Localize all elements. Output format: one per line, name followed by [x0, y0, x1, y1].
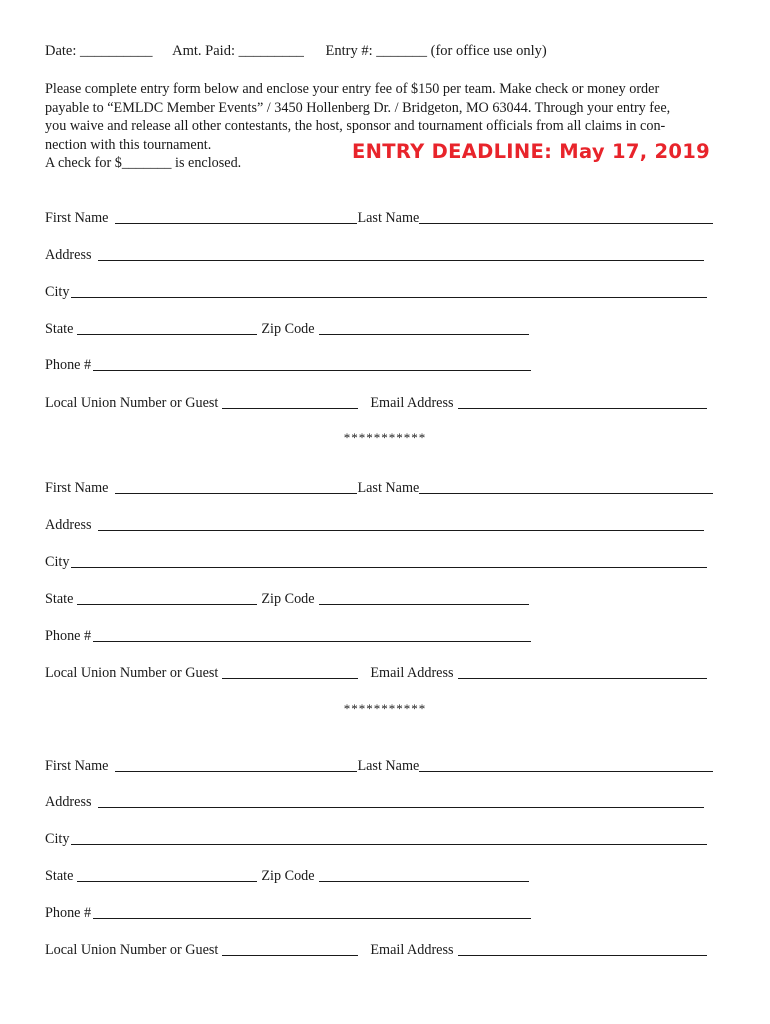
- zip-code-label: Zip Code: [261, 591, 315, 607]
- state-field[interactable]: [77, 320, 257, 335]
- email-field[interactable]: [458, 941, 707, 956]
- union-email-row: [45, 392, 707, 412]
- last-name-label: Last Name: [357, 210, 420, 226]
- address-label: Address: [45, 794, 92, 810]
- zip-code-field[interactable]: [319, 867, 529, 882]
- zip-code-label: Zip Code: [261, 321, 315, 337]
- first-name-label: First Name: [45, 758, 109, 774]
- state-field[interactable]: [77, 867, 257, 882]
- state-zip-row: [45, 588, 529, 608]
- city-label: City: [45, 284, 70, 300]
- city-row: [45, 281, 707, 301]
- phone-label: Phone #: [45, 357, 92, 373]
- city-label: City: [45, 831, 70, 847]
- email-label: Email Address: [370, 942, 454, 958]
- union-email-row: [45, 939, 707, 959]
- state-field[interactable]: [77, 590, 257, 605]
- first-name-field[interactable]: [115, 757, 357, 772]
- state-label: State: [45, 868, 74, 884]
- city-row: [45, 828, 707, 848]
- address-row: [45, 791, 704, 811]
- address-field[interactable]: [98, 516, 704, 531]
- address-row: [45, 514, 704, 534]
- local-union-field[interactable]: [222, 394, 358, 409]
- amount-paid-field-label: Amt. Paid: _________: [172, 43, 304, 59]
- local-union-label: Local Union Number or Guest: [45, 395, 219, 411]
- name-row: [45, 477, 713, 497]
- phone-field[interactable]: [93, 904, 531, 919]
- city-label: City: [45, 554, 70, 570]
- city-field[interactable]: [71, 553, 707, 568]
- state-zip-row: [45, 318, 529, 338]
- office-use-header: [45, 43, 559, 60]
- address-label: Address: [45, 517, 92, 533]
- state-zip-row: [45, 865, 529, 885]
- union-email-row: [45, 662, 707, 682]
- last-name-field[interactable]: [419, 757, 713, 772]
- name-row: [45, 755, 713, 775]
- date-field-label: Date: __________: [45, 43, 153, 59]
- zip-code-field[interactable]: [319, 320, 529, 335]
- phone-field[interactable]: [93, 627, 531, 642]
- phone-row: [45, 354, 531, 374]
- zip-code-label: Zip Code: [261, 868, 315, 884]
- instructions-line: you waive and release all other contestants, the host, sponsor and tournament officials from all claims in con-: [45, 118, 666, 134]
- local-union-label: Local Union Number or Guest: [45, 665, 219, 681]
- entry-separator: ***********: [343, 430, 427, 445]
- instructions-line: Please complete entry form below and enclose your entry fee of $150 per team. Make check or money order: [45, 81, 660, 97]
- first-name-field[interactable]: [115, 209, 357, 224]
- entry-number-field-label: Entry #: _______ (for office use only): [325, 43, 547, 59]
- first-name-field[interactable]: [115, 479, 357, 494]
- check-amount-line: A check for $_______ is enclosed.: [45, 155, 242, 171]
- phone-row: [45, 625, 531, 645]
- first-name-label: First Name: [45, 210, 109, 226]
- state-label: State: [45, 321, 74, 337]
- local-union-field[interactable]: [222, 664, 358, 679]
- entry-separator: ***********: [343, 701, 427, 716]
- last-name-label: Last Name: [357, 758, 420, 774]
- phone-label: Phone #: [45, 905, 92, 921]
- city-field[interactable]: [71, 830, 707, 845]
- address-field[interactable]: [98, 246, 704, 261]
- state-label: State: [45, 591, 74, 607]
- first-name-label: First Name: [45, 480, 109, 496]
- email-field[interactable]: [458, 394, 707, 409]
- local-union-field[interactable]: [222, 941, 358, 956]
- address-label: Address: [45, 247, 92, 263]
- last-name-field[interactable]: [419, 479, 713, 494]
- phone-row: [45, 902, 531, 922]
- instructions-line: nection with this tournament.: [45, 136, 212, 153]
- zip-code-field[interactable]: [319, 590, 529, 605]
- name-row: [45, 207, 713, 227]
- last-name-label: Last Name: [357, 480, 420, 496]
- phone-field[interactable]: [93, 356, 531, 371]
- instructions-line: payable to “EMLDC Member Events” / 3450 Hollenberg Dr. / Bridgeton, MO 63044. Through your entry fee,: [45, 99, 671, 116]
- address-row: [45, 244, 704, 264]
- email-label: Email Address: [370, 395, 454, 411]
- address-field[interactable]: [98, 793, 704, 808]
- email-label: Email Address: [370, 665, 454, 681]
- last-name-field[interactable]: [419, 209, 713, 224]
- city-row: [45, 551, 707, 571]
- city-field[interactable]: [71, 283, 707, 298]
- local-union-label: Local Union Number or Guest: [45, 942, 219, 958]
- email-field[interactable]: [458, 664, 707, 679]
- phone-label: Phone #: [45, 628, 92, 644]
- entry-deadline-banner: ENTRY DEADLINE: May 17, 2019: [352, 140, 710, 163]
